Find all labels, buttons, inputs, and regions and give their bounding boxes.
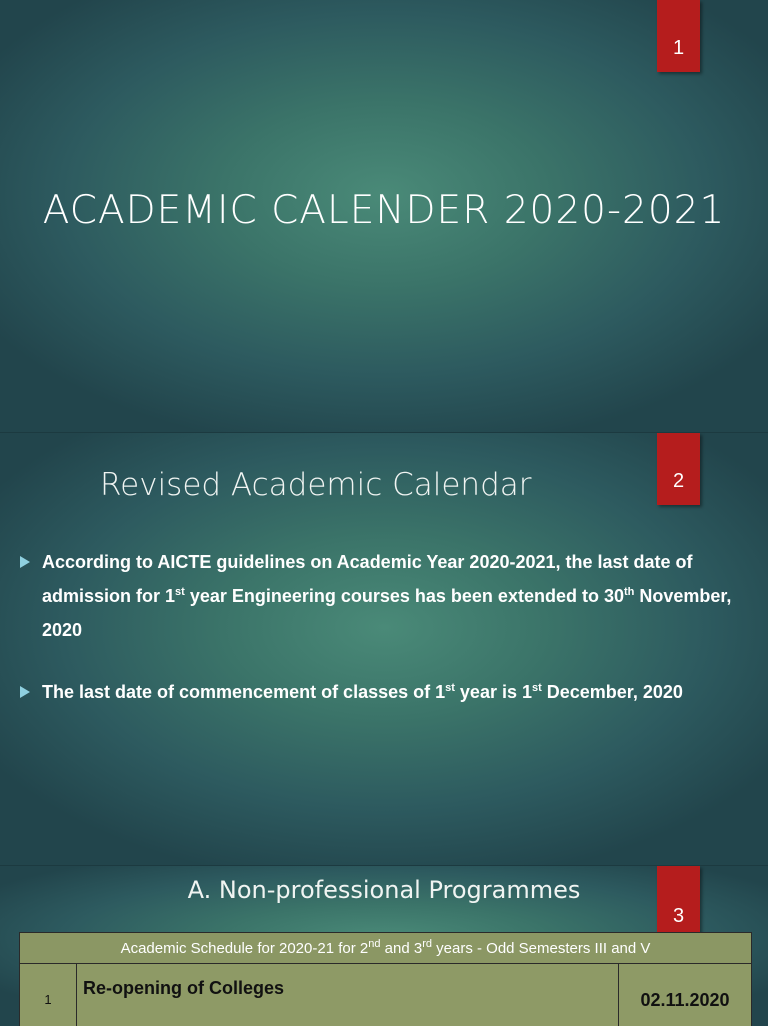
bullet-item (20, 545, 750, 647)
slide-2 (0, 432, 768, 865)
slide-3 (0, 865, 768, 1026)
table-header-cell: Academic Schedule for 2020-21 for 2nd and 3rd years - Odd Semesters III and V (20, 933, 752, 964)
slide-title: A. Non-professional Programmes (0, 876, 768, 904)
slide-title: Revised Academic Calendar (100, 467, 532, 503)
triangle-bullet-icon (20, 556, 30, 568)
schedule-table (19, 932, 752, 1026)
row-number: 1 (20, 964, 77, 1026)
slide-number-badge (657, 0, 700, 72)
table-header (20, 933, 752, 964)
row-event: Re-opening of Colleges (77, 964, 619, 1026)
slide-number: 1 (673, 37, 684, 60)
slide-1 (0, 0, 768, 432)
bullet-text: The last date of commencement of classes of 1st year is 1st December, 2020 (42, 675, 750, 709)
table-row (20, 964, 752, 1026)
bullet-list (20, 545, 750, 737)
slide-number: 2 (673, 470, 684, 493)
slide-number-badge (657, 866, 700, 938)
row-date: 02.11.2020 (619, 964, 752, 1026)
slide-number: 3 (673, 905, 684, 928)
slide-title: ACADEMIC CALENDER 2020-2021 (0, 188, 768, 233)
bullet-item (20, 675, 750, 709)
bullet-text: According to AICTE guidelines on Academic Year 2020-2021, the last date of admission for 1st year Engineering courses has been extended to 30th November, 2020 (42, 545, 750, 647)
slide-number-badge (657, 433, 700, 505)
triangle-bullet-icon (20, 686, 30, 698)
